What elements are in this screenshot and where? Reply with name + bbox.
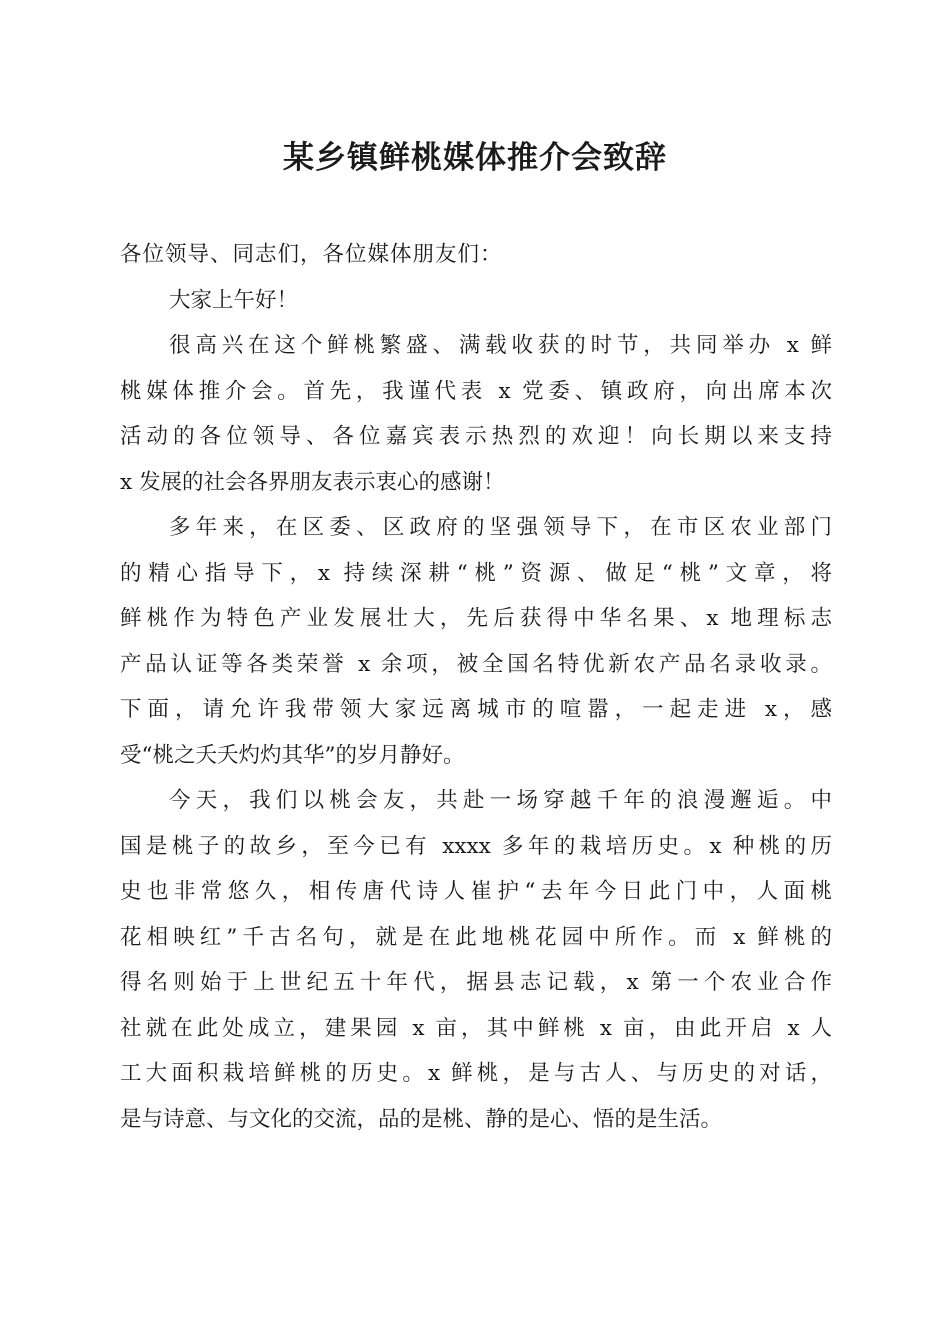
paragraph-line: 工大面积栽培鲜桃的历史。x 鲜桃，是与古人、与历史的对话， [120,1061,832,1086]
paragraph-line: 是与诗意、与文化的交流，品的是桃、静的是心、悟的是生活。 [120,1106,723,1132]
greeting: 大家上午好！ [169,287,299,313]
paragraph-1 [120,323,832,505]
paragraph-line: 产品认证等各类荣誉 x 余项，被全国名特优新农产品名录收录。 [120,651,832,677]
paragraph-line: 国是桃子的故乡，至今已有 xxxx 多年的栽培历史。x 种桃的历 [120,833,832,859]
paragraph-line: 得名则始于上世纪五十年代，据县志记载，x 第一个农业合作 [120,970,832,995]
document-body [120,232,832,1142]
paragraph-line: 的精心指导下，x 持续深耕“桃”资源、做足“桃”文章，将 [120,560,832,586]
paragraph-line: 桃媒体推介会。首先，我谨代表 x 党委、镇政府，向出席本次 [120,378,832,404]
salutation: 各位领导、同志们，各位媒体朋友们： [120,242,503,267]
paragraph-line: 很高兴在这个鲜桃繁盛、满载收获的时节，共同举办 x 鲜 [169,333,832,358]
paragraph-line: 鲜桃作为特色产业发展壮大，先后获得中华名果、x 地理标志 [120,606,832,631]
paragraph-line: 下面，请允许我带领大家远离城市的喧嚣，一起走进 x，感 [120,697,832,722]
paragraph-2 [120,505,832,778]
paragraph-3 [120,778,832,1142]
document-title: 某乡镇鲜桃媒体推介会致辞 [283,140,667,176]
paragraph-line: x 发展的社会各界朋友表示衷心的感谢！ [120,469,505,495]
paragraph-line: 多年来，在区委、区政府的坚强领导下，在市区农业部门 [169,515,832,540]
paragraph-line: 活动的各位领导、各位嘉宾表示热烈的欢迎！向长期以来支持 [120,424,832,449]
paragraph-line: 花相映红”千古名句，就是在此地桃花园中所作。而 x 鲜桃的 [120,924,832,950]
paragraph-line: 受“桃之夭夭灼灼其华”的岁月静好。 [120,742,465,768]
paragraph-line: 社就在此处成立，建果园 x 亩，其中鲜桃 x 亩，由此开启 x 人 [120,1015,832,1041]
paragraph-line: 史也非常悠久，相传唐代诗人崔护“去年今日此门中，人面桃 [120,879,832,904]
paragraph-line: 今天，我们以桃会友，共赴一场穿越千年的浪漫邂逅。中 [169,788,832,813]
